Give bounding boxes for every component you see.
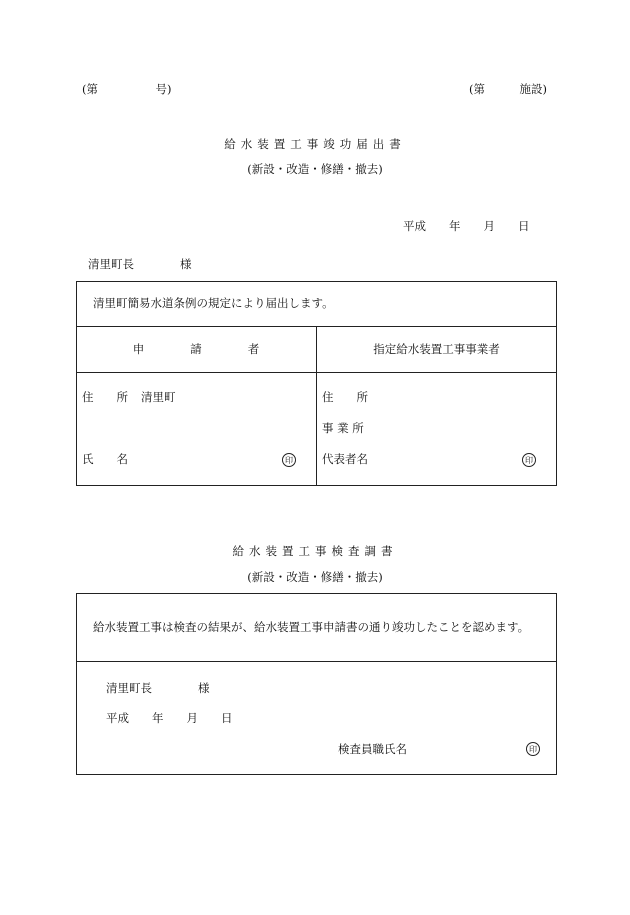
applicant-name-label: 氏 名: [82, 452, 128, 466]
facility-number: (第 施設): [469, 82, 547, 96]
inspection-report-title: 給水装置工事検査調書: [232, 544, 398, 558]
contractor-address-label: 住 所: [322, 390, 368, 404]
report-date: 平成 年 月 日: [403, 219, 530, 233]
completion-report-subtitle: (新設・改造・修繕・撤去): [247, 162, 383, 176]
column-divider: [316, 326, 317, 486]
inspection-statement: 給水装置工事は検査の結果が、給水装置工事申請書の通り竣功したことを認めます。: [93, 620, 530, 634]
inspector-seal: 印: [526, 742, 540, 756]
divider: [76, 661, 557, 662]
applicant-address-label: 住 所: [82, 390, 128, 404]
contractor-seal: 印: [522, 453, 536, 467]
completion-report-title: 給水装置工事竣功届出書: [224, 137, 406, 151]
contractor-rep-label: 代表者名: [322, 452, 368, 466]
inspector-name-label: 検査員職氏名: [338, 742, 407, 756]
applicant-seal: 印: [282, 453, 296, 467]
contractor-header: 指定給水装置工事事業者: [373, 342, 500, 356]
applicant-address-value: 清里町: [141, 390, 176, 404]
inspection-addressee: 清里町長 様: [106, 681, 210, 695]
contractor-office-label: 事 業 所: [322, 421, 364, 435]
inspection-date: 平成 年 月 日: [106, 711, 233, 725]
report-addressee: 清里町長 様: [88, 257, 192, 271]
document-number: (第 号): [82, 82, 172, 96]
applicant-header: 申 請 者: [132, 342, 260, 356]
inspection-report-subtitle: (新設・改造・修繕・撤去): [247, 570, 383, 584]
report-statement: 清里町簡易水道条例の規定により届出します。: [93, 296, 334, 310]
